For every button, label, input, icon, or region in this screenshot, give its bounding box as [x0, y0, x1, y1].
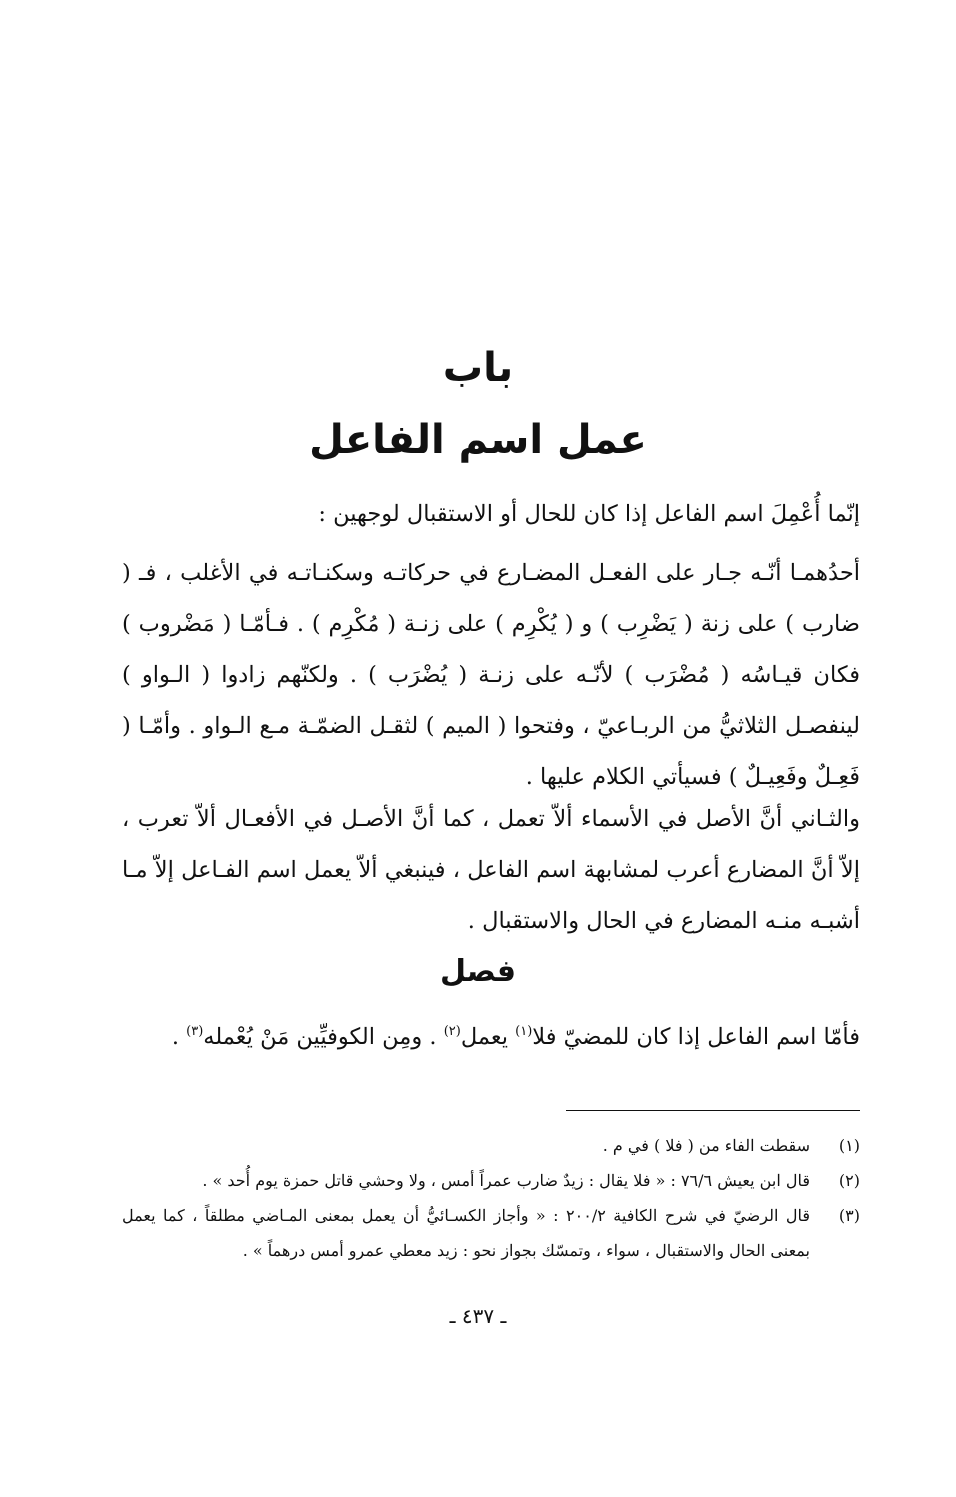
intro-sentence: إنّما أُعْمِلَ اسم الفاعل إذا كان للحال أو الاستقبال لوجهين : — [318, 501, 860, 527]
section-text-part: . ومِن الكوفيِّين مَنْ يُعْمله — [203, 1024, 444, 1050]
paragraph-second-reason: والثـاني أنَّ الأصل في الأسماء ألاّ تعمل ، كما أنَّ الأصـل في الأفعـال ألاّ تعرب ، إلاّ أنَّ المضارع أعرب لمشابهة اسم الفاعل ، فينبغي ألاّ يعمل اسم الفـاعل إلاّ مـا أشبـه منـه المضارع في الحال والاستقبال . — [122, 806, 860, 934]
section-text-part: يعمل — [460, 1024, 516, 1050]
footnote-number: (٢) — [838, 1171, 860, 1190]
footnote-ref-1[interactable]: (١) — [515, 1024, 533, 1039]
footnote-item — [122, 1128, 860, 1163]
paragraph-first-reason: أحدُهمـا أنّـه جـار على الفعـل المضـارع في حركاتـه وسكنـاتـه في الأغلب ، فـ ( ضارب ) على زنة ( يَضْرِب ) و ( يُكْرِم ) على زنـة ( مُكْرِم ) . فـأمّـا ( مَضْروب ) فكان قيـاسُه ( مُضْرَب ) لأنّـه على زنـة ( يُضْرَب ) . ولكنّهم زادوا ( الـواو ) لينفصـل الثلاثيُّ من الربـاعيّ ، وفتحوا ( الميم ) لثقـل الضمّـة مـع الـواو . وأمّـا ( فَعِـلٌ وفَعِيـلٌ ) فسيأتي الكلام عليها . — [122, 560, 860, 790]
footnote-number: (٣) — [838, 1206, 860, 1225]
footnotes-list — [122, 1128, 860, 1268]
footnote-item — [122, 1198, 860, 1268]
footnote-text: قال ابن يعيش ٧٦/٦ : « فلا يقال : زيدٌ ضارب عمراً أمس ، ولا وحشي قاتل حمزة يوم أُحد » . — [202, 1171, 810, 1190]
section-text-part: فأمّا اسم الفاعل إذا كان للمضيّ فلا — [532, 1024, 860, 1050]
section-text-part: . — [171, 1024, 187, 1050]
section-heading: فصل — [440, 954, 516, 989]
page-number: ـ ٤٣٧ ـ — [449, 1304, 507, 1328]
chapter-label: باب — [442, 345, 514, 391]
footnote-ref-2[interactable]: (٢) — [443, 1024, 461, 1039]
chapter-title: عمل اسم الفاعل — [309, 417, 647, 463]
footnote-text: قال الرضيّ في شرح الكافية ٢٠٠/٢ : « وأجاز الكسـائيُّ أن يعمل بمعنى المـاضي مطلقاً ، كما يعمل بمعنى الحال والاستقبال ، سواء ، وتمسّك بجواز نحو : زيد معطي عمرو أمس درهماً » . — [122, 1206, 811, 1260]
footnote-ref-3[interactable]: (٣) — [186, 1024, 204, 1039]
footnote-number: (١) — [838, 1136, 860, 1155]
section-paragraph — [122, 1010, 860, 1064]
footnote-separator — [566, 1110, 860, 1111]
footnote-item — [122, 1163, 860, 1198]
footnote-text: سقطت الفاء من ( فلا ) في م . — [602, 1136, 810, 1155]
